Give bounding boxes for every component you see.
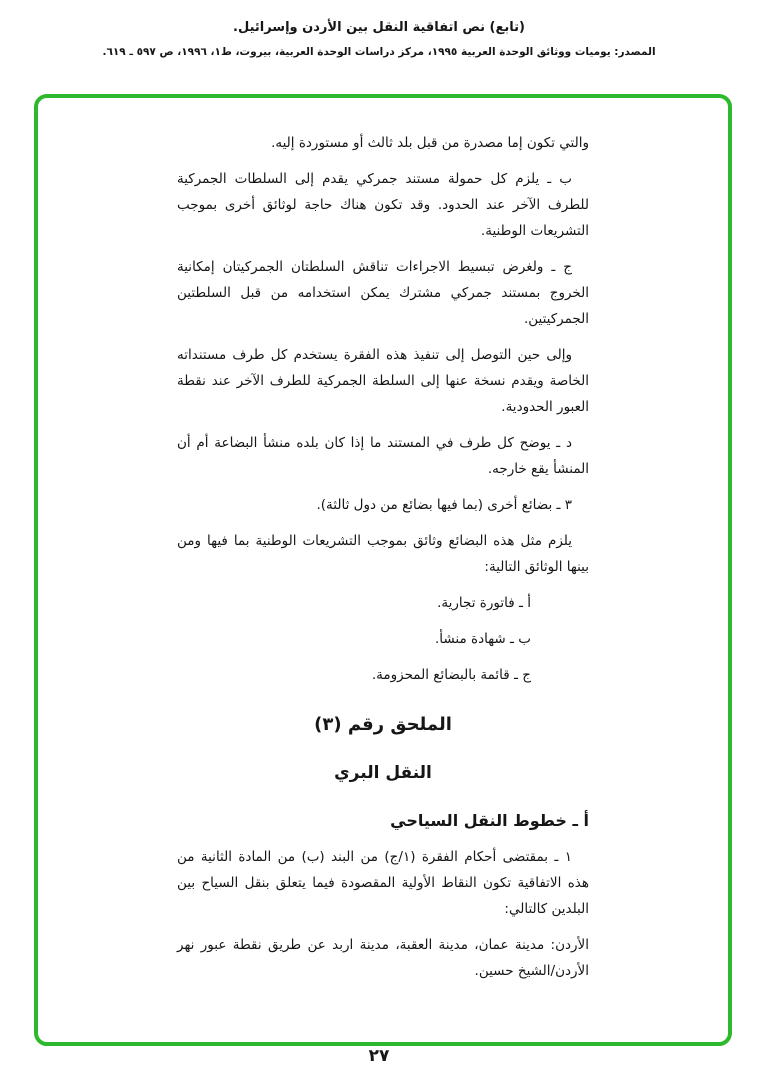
list-item: ج ـ قائمة بالبضائع المحزومة. [371,667,531,683]
annex-title: الملحق رقم (٣) [314,714,452,735]
paragraph: ٣ ـ بضائع أخرى (بما فيها بضائع من دول ثالثة). [316,497,572,513]
paragraph: الأردن: مدينة عمان، مدينة العقبة، مدينة اربد عن طريق نقطة عبور نهر الأردن/الشيخ حسين. [177,937,589,979]
page-number: ٢٧ [368,1046,390,1066]
paragraph: د ـ يوضح كل طرف في المستند ما إذا كان بلده منشأ البضاعة أم أن المنشأ يقع خارجه. [177,435,589,477]
page-footer [0,1046,758,1066]
page-header [0,0,758,58]
annex-subtitle: النقل البري [334,763,432,783]
header-source-line: المصدر: يوميات ووثائق الوحدة العربية ١٩٩٥، مركز دراسات الوحدة العربية، بيروت، ط١، ١٩٩٦، ص ٥٩٧ ـ ٦١٩. [102,46,656,58]
paragraph: والتي تكون إما مصدرة من قبل بلد ثالث أو مستوردة إليه. [271,135,589,151]
list-item: أ ـ فاتورة تجارية. [437,595,531,611]
paragraph: يلزم مثل هذه البضائع وثائق بموجب التشريعات الوطنية بما فيها ومن بينها الوثائق التالية: [177,533,589,575]
content-frame [34,94,732,1046]
paragraph: ١ ـ بمقتضى أحكام الفقرة (١/ج) من البند (ب) من المادة الثانية من هذه الاتفاقية تكون النقاط الأولية المقصودة فيما يتعلق بنقل السياح بين البلدين كالتالي: [177,849,589,917]
paragraph: ج ـ ولغرض تبسيط الاجراءات تناقش السلطتان الجمركيتان إمكانية الخروج بمستند جمركي مشترك يمكن استخدامه من قبل السلطتين الجمركيتين. [177,259,589,327]
paragraph: ب ـ يلزم كل حمولة مستند جمركي يقدم إلى السلطات الجمركية للطرف الآخر عند الحدود. وقد تكون هناك حاجة لوثائق أخرى بموجب التشريعات الوطنية. [177,171,589,239]
section-title: أ ـ خطوط النقل السياحي [390,811,589,830]
header-continuation-title: (تابع) نص اتفاقية النقل بين الأردن وإسرائيل. [233,20,525,35]
paragraph: وإلى حين التوصل إلى تنفيذ هذه الفقرة يستخدم كل طرف مستنداته الخاصة ويقدم نسخة عنها إلى السلطة الجمركية للطرف الآخر عند نقطة العبور الحدودية. [177,347,589,415]
list-item: ب ـ شهادة منشأ. [434,631,531,647]
document-body [177,98,589,984]
